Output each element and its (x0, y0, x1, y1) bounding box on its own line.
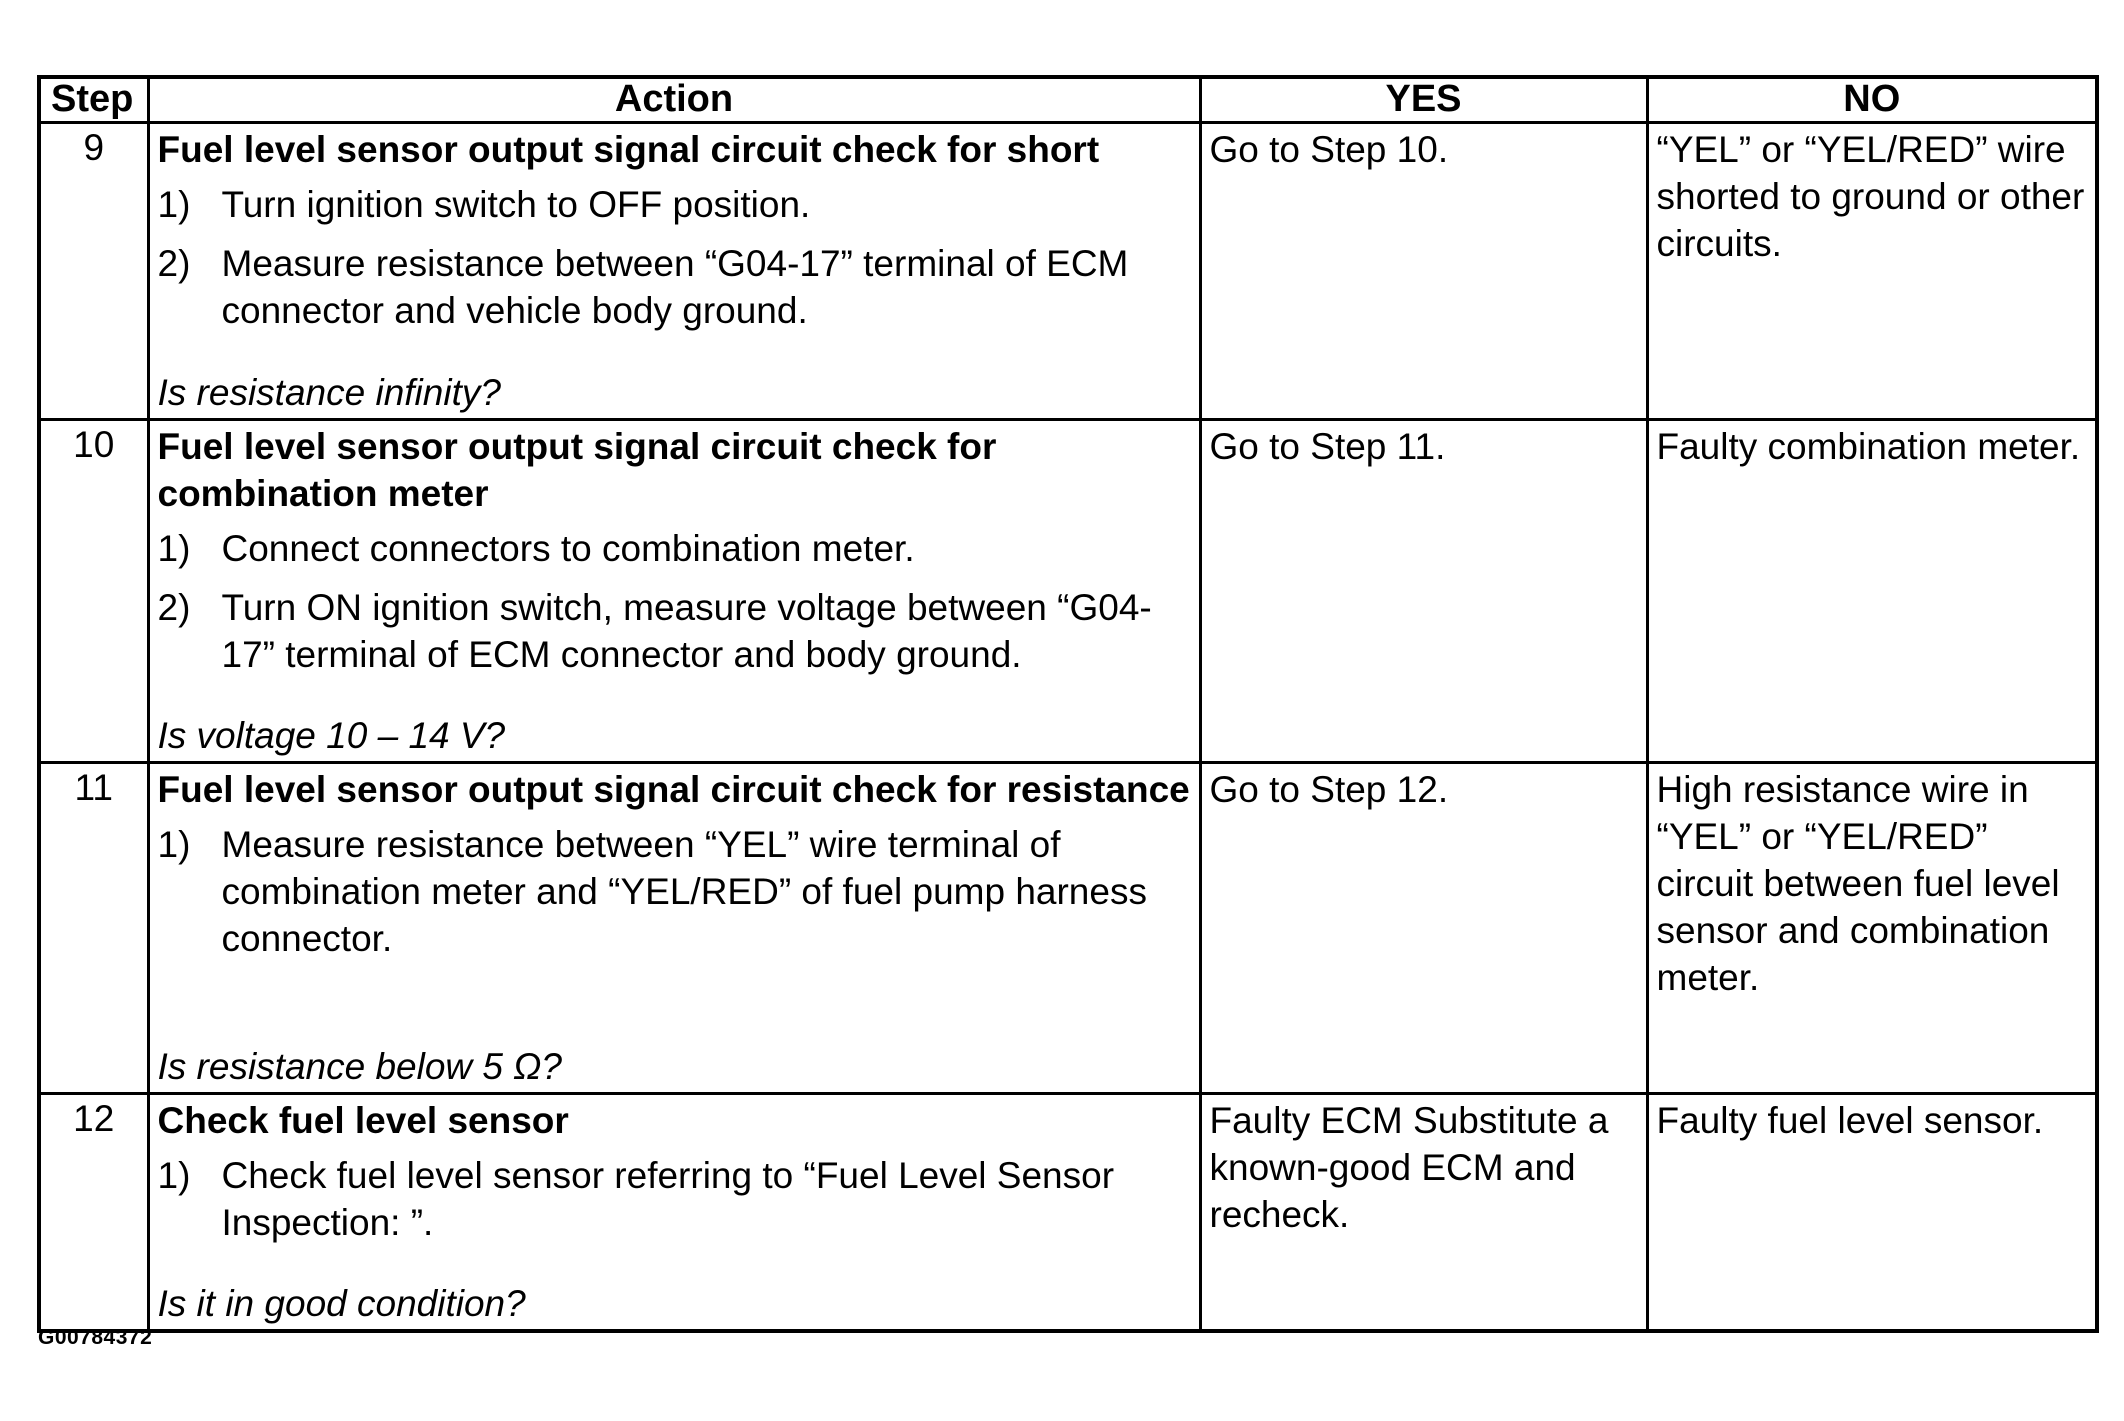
step-number: 10 (39, 420, 148, 763)
action-steps (158, 821, 1191, 962)
table-row (39, 420, 2097, 763)
step-number: 11 (39, 763, 148, 1094)
substep-text: Turn ignition switch to OFF position. (221, 184, 811, 225)
table-row (39, 1094, 2097, 1332)
figure-id: G00784372 (38, 1326, 153, 1349)
action-steps (158, 1152, 1191, 1246)
substep-text: Measure resistance between “YEL” wire terminal of combination meter and “YEL/RED” of fuel pump harness connector. (221, 824, 1147, 959)
list-item (158, 1152, 1191, 1246)
action-cell (148, 123, 1200, 420)
list-item (158, 181, 1191, 228)
yes-result: Faulty ECM Substitute a known-good ECM and recheck. (1200, 1094, 1647, 1332)
substep-number: 2) (157, 243, 191, 284)
action-cell (148, 1094, 1200, 1332)
action-title: Check fuel level sensor (157, 1100, 569, 1141)
substep-number: 1) (157, 824, 191, 865)
action-question: Is resistance infinity? (157, 372, 501, 413)
yes-result: Go to Step 10. (1200, 123, 1647, 420)
substep-text: Measure resistance between “G04-17” terminal of ECM connector and vehicle body ground. (221, 243, 1129, 331)
table-header-row (39, 77, 2097, 123)
action-steps (158, 181, 1191, 334)
table-row (39, 763, 2097, 1094)
substep-text: Check fuel level sensor referring to “Fuel Level Sensor Inspection: ”. (221, 1155, 1115, 1243)
action-question: Is voltage 10 – 14 V? (157, 715, 506, 756)
substep-number: 2) (157, 587, 191, 628)
yes-result: Go to Step 11. (1200, 420, 1647, 763)
substep-text: Connect connectors to combination meter. (221, 528, 915, 569)
action-question: Is it in good condition? (157, 1283, 526, 1324)
no-result: “YEL” or “YEL/RED” wire shorted to ground or other circuits. (1647, 123, 2097, 420)
step-number: 9 (39, 123, 148, 420)
list-item (158, 240, 1191, 334)
substep-number: 1) (157, 184, 191, 225)
yes-result: Go to Step 12. (1200, 763, 1647, 1094)
action-question: Is resistance below 5 Ω? (157, 1046, 563, 1087)
action-cell (148, 763, 1200, 1094)
table-row (39, 123, 2097, 420)
substep-text: Turn ON ignition switch, measure voltage between “G04-17” terminal of ECM connector and body ground. (221, 587, 1152, 675)
header-step: Step (39, 77, 148, 123)
action-title: Fuel level sensor output signal circuit check for resistance (157, 769, 1190, 810)
list-item (158, 584, 1191, 678)
list-item (158, 525, 1191, 572)
list-item (158, 821, 1191, 962)
header-action: Action (148, 77, 1200, 123)
no-result: Faulty combination meter. (1647, 420, 2097, 763)
header-yes: YES (1200, 77, 1647, 123)
no-result: High resistance wire in “YEL” or “YEL/RED” circuit between fuel level sensor and combination meter. (1647, 763, 2097, 1094)
action-title: Fuel level sensor output signal circuit check for short (157, 129, 1100, 170)
action-cell (148, 420, 1200, 763)
header-no: NO (1647, 77, 2097, 123)
diagnostic-table (37, 75, 2099, 1333)
action-steps (158, 525, 1191, 678)
substep-number: 1) (157, 528, 191, 569)
action-title: Fuel level sensor output signal circuit check for combination meter (157, 426, 997, 514)
step-number: 12 (39, 1094, 148, 1332)
substep-number: 1) (157, 1155, 191, 1196)
no-result: Faulty fuel level sensor. (1647, 1094, 2097, 1332)
